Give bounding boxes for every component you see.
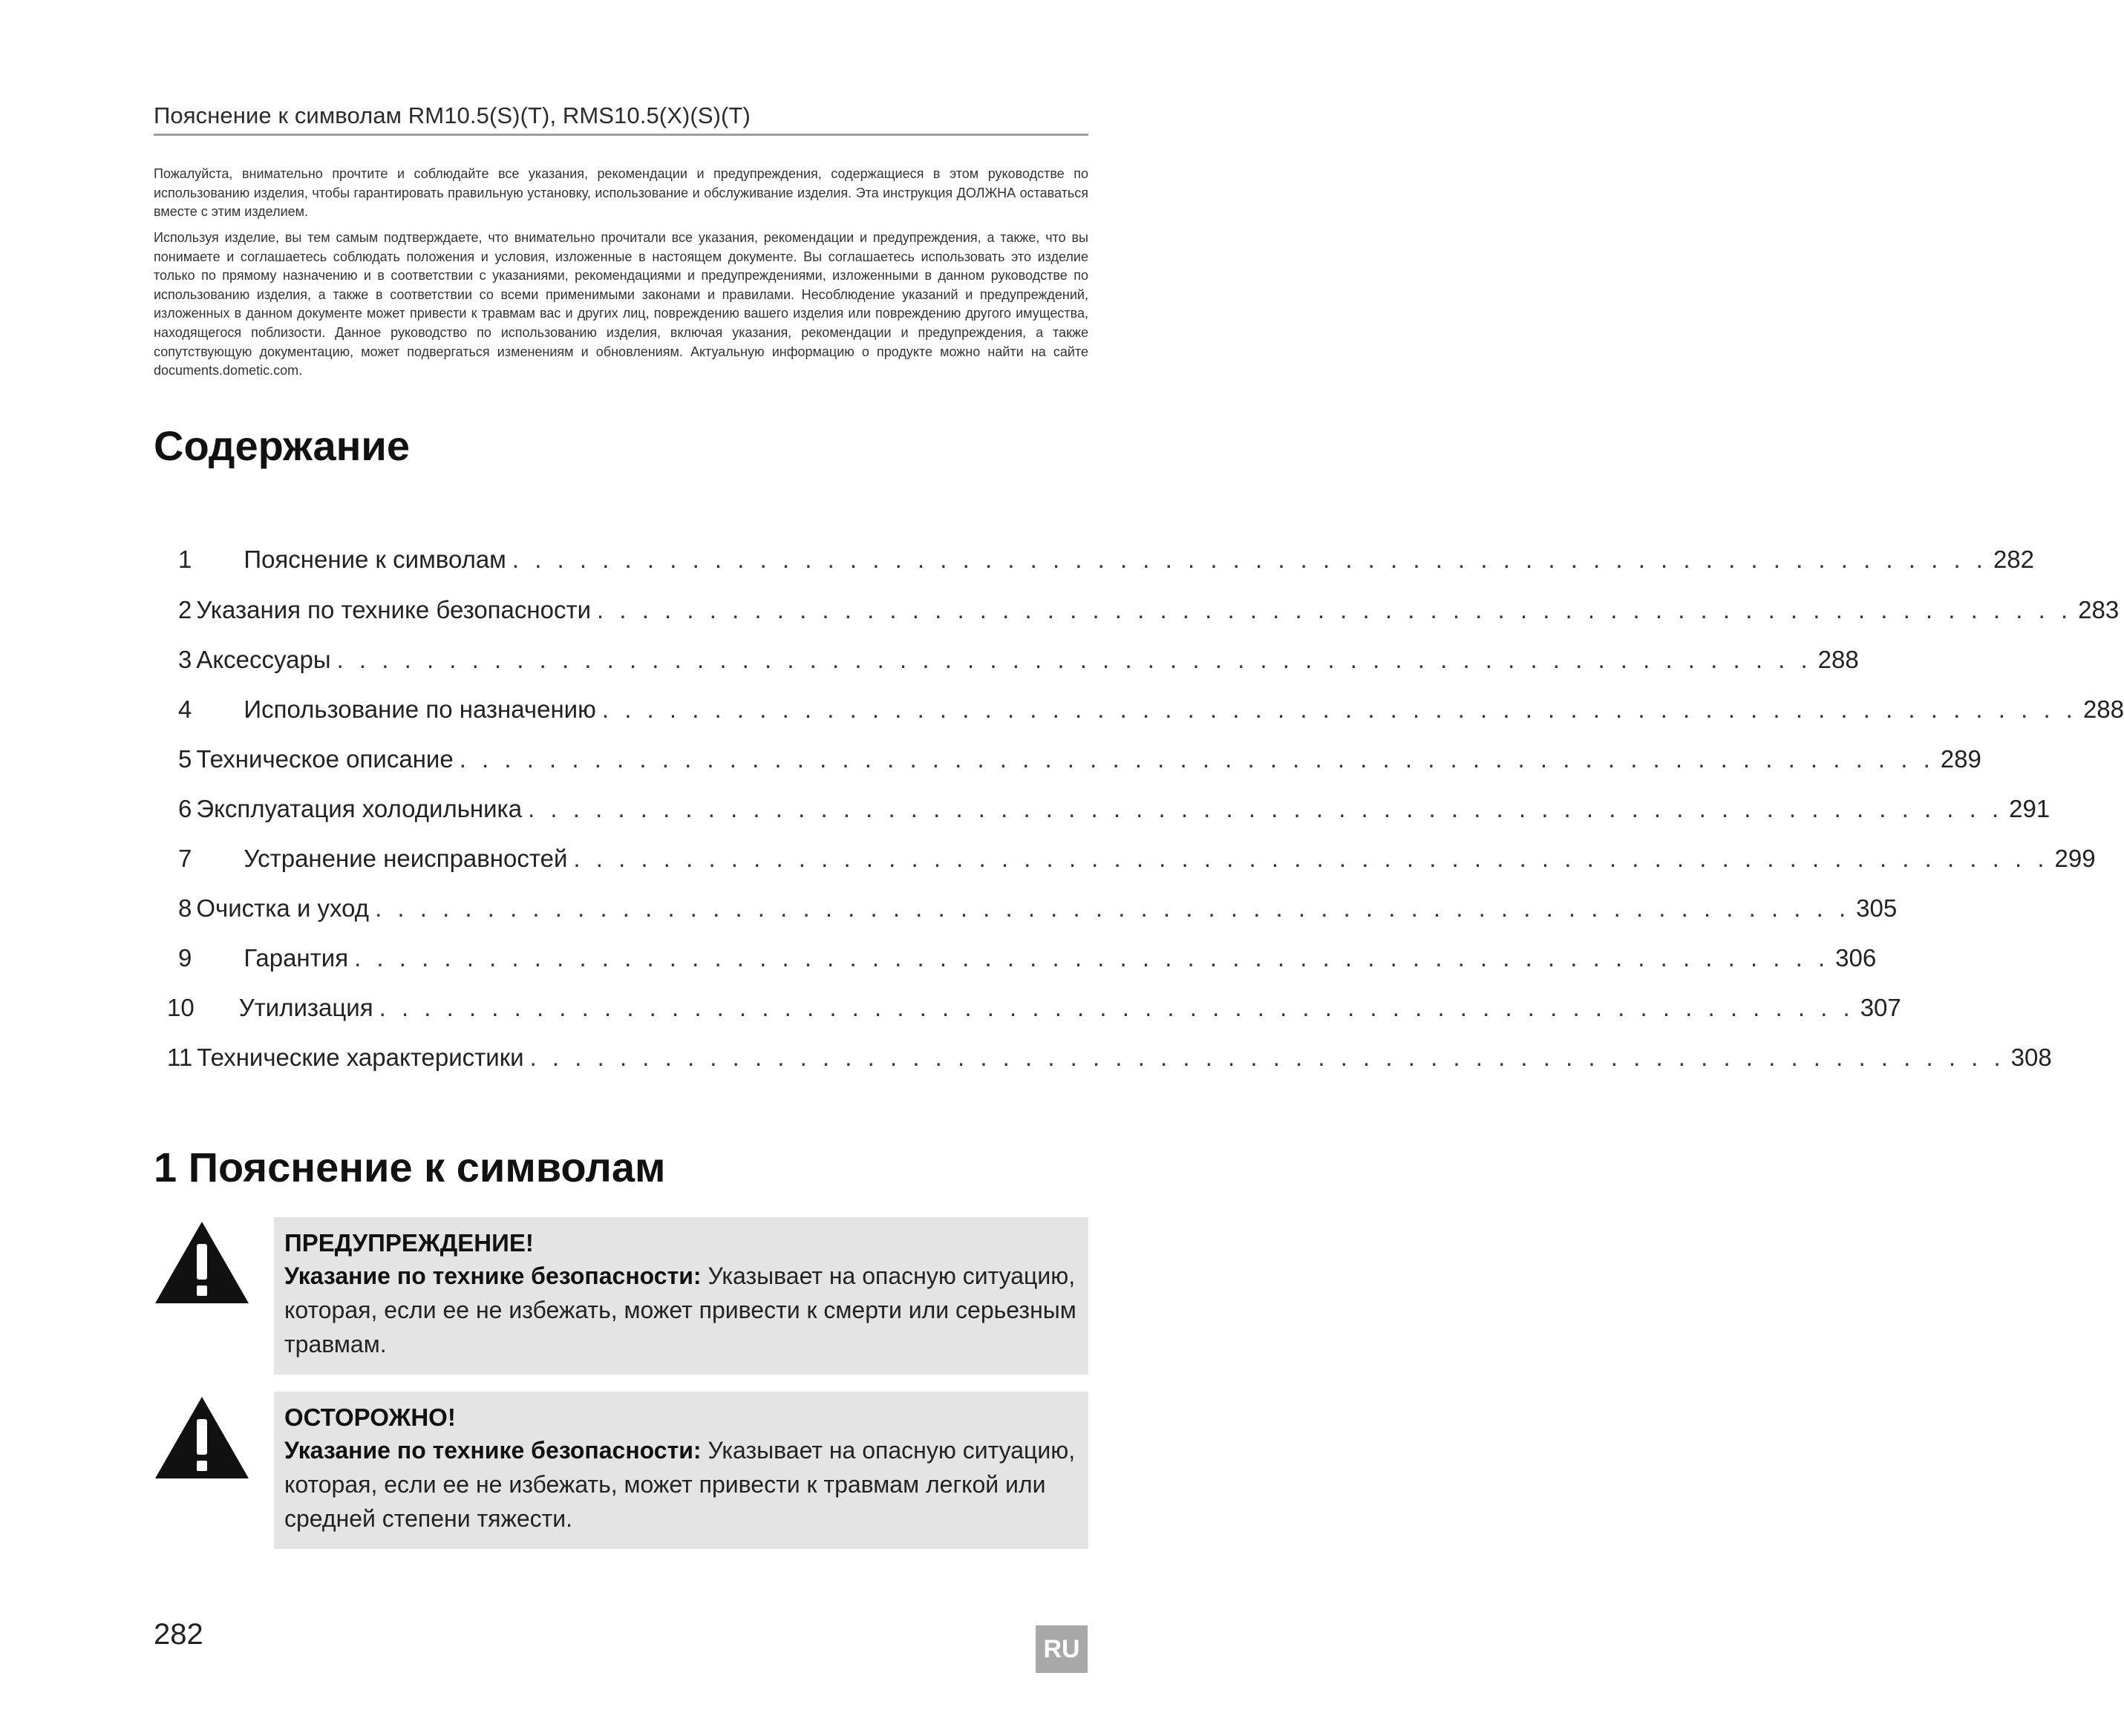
toc-item-title: Устранение неисправностей (244, 845, 568, 872)
toc-leader-dots: . . . . . . . . . . . . . . . . . . . . . . . . . . . . . . . . . . . . . . . . . . . . . . . . . . . . . . . . . . . . . . . . . . (379, 994, 1855, 1021)
toc-item-page: 307 (1860, 994, 1901, 1021)
toc-item-page: 288 (2082, 695, 2124, 723)
toc-item[interactable] (167, 994, 1901, 1026)
warning-description: Указывает на опасную ситуацию, которая, если ее не избежать, может привести к смерти или серьезным травмам. (284, 1262, 1076, 1357)
warning-text (284, 1259, 1078, 1361)
language-badge: RU (1036, 1625, 1088, 1673)
toc-leader-dots: . . . . . . . . . . . . . . . . . . . . . . . . . . . . . . . . . . . . . . . . . . . . . . . . . . . . . . . . . . . . . . . . . . (528, 795, 2004, 822)
toc-item-number: 11 (167, 1044, 193, 1071)
toc-item[interactable] (178, 646, 1859, 678)
toc-item[interactable] (178, 894, 1898, 927)
toc-leader-dots: . . . . . . . . . . . . . . . . . . . . . . . . . . . . . . . . . . . . . . . . . . . . . . . . . . . . . . . . . . . . . . . . . . (601, 695, 2077, 723)
toc-item-number: 8 (178, 894, 192, 922)
toc-item-page: 288 (1817, 646, 1859, 673)
toc-leader-dots: . . . . . . . . . . . . . . . . . . . . . . . . . . . . . . . . . . . . . . . . . . . . . . . . . . . . . . . . . . . . . . . . . . (336, 646, 1812, 673)
toc-leader-dots: . . . . . . . . . . . . . . . . . . . . . . . . . . . . . . . . . . . . . . . . . . . . . . . . . . . . . . . . . . . . . . . . . . (375, 894, 1851, 922)
toc-leader-dots: . . . . . . . . . . . . . . . . . . . . . . . . . . . . . . . . . . . . . . . . . . . . . . . . . . . . . . . . . . . . . . . . . . (573, 845, 2049, 872)
caution-description: Указывает на опасную ситуацию, которая, если ее не избежать, может привести к травмам легкой или средней степени тяжести. (284, 1437, 1076, 1532)
caution-lead: Указание по технике безопасности: (284, 1437, 702, 1464)
toc-item-number: 6 (178, 795, 192, 822)
toc-item-title: Очистка и уход (196, 894, 370, 922)
toc-item-page: 308 (2010, 1044, 2052, 1071)
toc-item-number: 2 (178, 596, 192, 623)
toc-item-title: Технические характеристики (197, 1044, 524, 1071)
toc-item-number: 3 (178, 646, 192, 673)
toc-heading: Содержание (154, 422, 410, 469)
toc-item-title: Указания по технике безопасности (196, 596, 592, 623)
toc-item-page: 283 (2078, 596, 2120, 623)
intro-paragraph-2: Используя изделие, вы тем самым подтверждаете, что внимательно прочитали все указания, рекомендации и предупреждения, а также, что вы понимаете и соглашаетесь соблюдать положения и условия, изложенные в настоящем документе. Вы соглашаетесь использовать это изделие только по прямому назначению и в соответствии с указаниями, рекомендациями и предупреждениями, изложенными в данном руководстве по использованию изделия, а также в соответствии со всеми применимыми законами и правилами. Несоблюдение указаний и предупреждений, изложенных в данном документе может привести к травмам вас и других лиц, повреждению вашего изделия или повреждению другого имущества, находящегося поблизости. Данное руководство по использованию изделия, включая указания, рекомендации и предупреждения, а также сопутствующую документацию, может подвергаться изменениям и обновлениям. Актуальную информацию о продукте можно найти на сайте documents.dometic.com. (154, 230, 1088, 379)
toc-item[interactable] (178, 944, 1877, 977)
toc-item[interactable] (178, 695, 2124, 728)
toc-item-title: Техническое описание (196, 745, 454, 773)
toc-item-title: Гарантия (244, 944, 349, 972)
intro-paragraph-1: Пожалуйста, внимательно прочтите и соблюдайте все указания, рекомендации и предупреждения, содержащиеся в этом руководстве по использованию изделия, чтобы гарантировать правильную установку, использование и обслуживание изделия. Эта инструкция ДОЛЖНА оставаться вместе с этим изделием. (154, 166, 1088, 220)
warning-lead: Указание по технике безопасности: (284, 1262, 702, 1289)
toc-leader-dots: . . . . . . . . . . . . . . . . . . . . . . . . . . . . . . . . . . . . . . . . . . . . . . . . . . . . . . . . . . . . . . . . . . (512, 546, 1987, 573)
toc-item-title: Эксплуатация холодильника (196, 795, 523, 822)
toc-item[interactable] (178, 596, 2120, 629)
toc-item[interactable] (178, 745, 1981, 778)
toc-leader-dots: . . . . . . . . . . . . . . . . . . . . . . . . . . . . . . . . . . . . . . . . . . . . . . . . . . . . . . . . . . . . . . . . . . (529, 1044, 2005, 1071)
toc-item-number: 7 (178, 845, 192, 872)
caution-box (274, 1392, 1088, 1549)
warning-triangle-icon (154, 1220, 250, 1305)
header-title: Пояснение к символам RM10.5(S)(T), RMS10.5(X)(S)(T) (154, 102, 751, 128)
caution-label: ОСТОРОЖНО! (284, 1403, 456, 1431)
toc-item[interactable] (178, 845, 2096, 877)
caution-text (284, 1433, 1078, 1536)
toc-leader-dots: . . . . . . . . . . . . . . . . . . . . . . . . . . . . . . . . . . . . . . . . . . . . . . . . . . . . . . . . . . . . . . . . . . (597, 596, 2073, 623)
toc-item-page: 291 (2009, 795, 2051, 822)
toc-item-number: 9 (178, 944, 192, 972)
toc-item-page: 289 (1940, 745, 1981, 773)
warning-label: ПРЕДУПРЕЖДЕНИЕ! (284, 1229, 534, 1257)
toc-item-page: 282 (1993, 546, 2035, 573)
section-1-heading: 1 Пояснение к символам (154, 1144, 666, 1190)
toc-item-title: Утилизация (238, 994, 373, 1021)
toc-item[interactable] (178, 795, 2051, 828)
toc-leader-dots: . . . . . . . . . . . . . . . . . . . . . . . . . . . . . . . . . . . . . . . . . . . . . . . . . . . . . . . . . . . . . . . . . . (354, 944, 1830, 972)
toc-item[interactable] (167, 1044, 2052, 1076)
toc-item-title: Аксессуары (196, 646, 331, 673)
toc-item[interactable] (178, 546, 2035, 578)
toc-item-page: 305 (1856, 894, 1898, 922)
warning-box (274, 1217, 1088, 1375)
toc-item-number: 1 (178, 546, 192, 573)
toc-item-number: 10 (167, 994, 195, 1021)
toc-item-title: Использование по назначению (244, 695, 596, 723)
toc-leader-dots: . . . . . . . . . . . . . . . . . . . . . . . . . . . . . . . . . . . . . . . . . . . . . . . . . . . . . . . . . . . . . . . . . . (459, 745, 1935, 773)
toc-item-number: 4 (178, 695, 192, 723)
toc-item-title: Пояснение к символам (244, 546, 506, 573)
warning-triangle-icon (154, 1395, 250, 1480)
toc-item-page: 306 (1835, 944, 1877, 972)
toc-item-page: 299 (2054, 845, 2096, 872)
page-number: 282 (154, 1618, 203, 1651)
toc-item-number: 5 (178, 745, 192, 773)
